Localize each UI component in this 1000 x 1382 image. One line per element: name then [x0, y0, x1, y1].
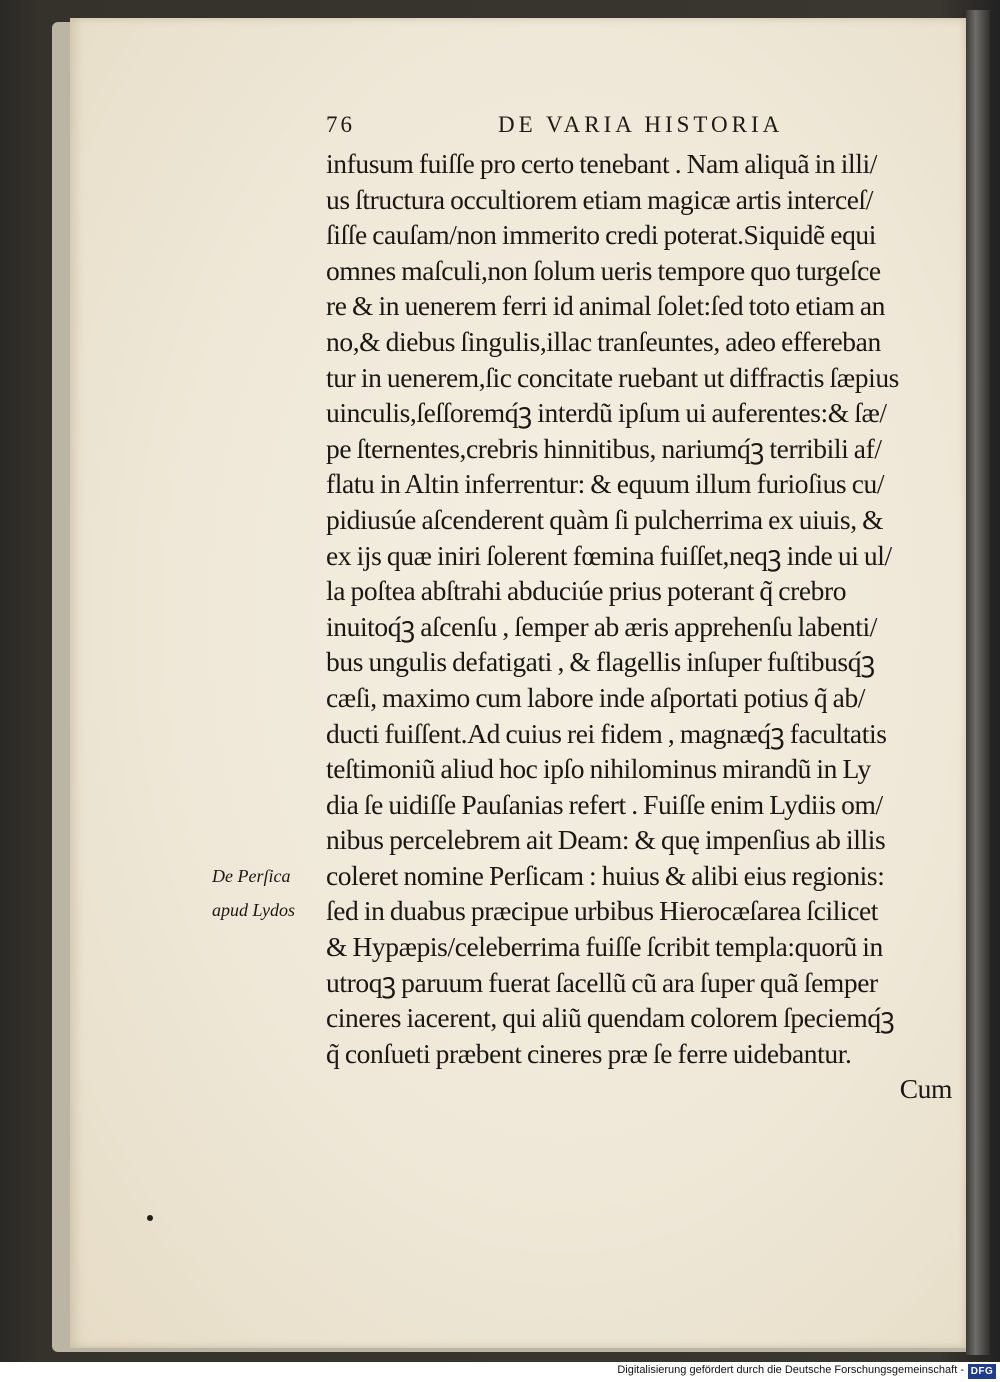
- ink-speck: [147, 1215, 153, 1221]
- text-line: & Hypæpis/celeberrima fuiſſe ſcribit templa:quorũ in: [326, 931, 883, 963]
- text-line: utroqꝫ paruum fuerat ſacellũ cũ ara ſuper quã ſemper: [326, 966, 878, 998]
- text-line: inuitoq́ꝫ aſcenſu , ſemper ab æris apprehenſu labenti/: [326, 610, 877, 642]
- text-line: q̃ conſueti præbent cineres præ ſe ferre uidebantur.: [326, 1037, 852, 1069]
- text-line: uinculis,ſeſſoremq́ꝫ interdũ ipſum ui auferentes:& ſæ/: [326, 397, 887, 429]
- text-line: ducti fuiſſent.Ad cuius rei fidem , magnæq́ꝫ facultatis: [326, 717, 887, 749]
- text-line: re & in uenerem ferri id animal ſolet:ſed toto etiam an: [326, 290, 886, 322]
- marginal-note-line: apud Lydos: [212, 900, 295, 920]
- text-line: cineres iacerent, qui aliũ quendam colorem ſpeciemq́ꝫ: [326, 1002, 895, 1034]
- dfg-logo: DFG: [968, 1364, 996, 1379]
- text-line: bus ungulis defatigati , & flagellis inſuper fuſtibusq́ꝫ: [326, 646, 875, 678]
- text-line: pe ſternentes,crebris hinnitibus, nariumq́ꝫ terribili af/: [326, 432, 882, 464]
- text-line: tur in uenerem,ſic concitate ruebant ut diffractis ſæpius: [326, 361, 899, 393]
- text-line: omnes maſculi,non ſolum ueris tempore quo turgeſce: [326, 254, 881, 286]
- text-line: ſed in duabus præcipue urbibus Hierocæſarea ſcilicet: [326, 895, 879, 927]
- book-edge: [966, 10, 990, 1355]
- text-line: infusum fuiſſe pro certo tenebant . Nam aliquã in illi/: [326, 148, 877, 179]
- text-line: no,& diebus ſingulis,illac tranſeuntes, adeo effereban: [326, 325, 881, 357]
- body-text: [326, 146, 956, 1107]
- text-line: ſiſſe cauſam/non immerito credi poterat.Siquidẽ equi: [326, 219, 877, 251]
- digitization-footer: [0, 1362, 1000, 1382]
- running-head: [326, 112, 836, 140]
- text-line: dia ſe uidiſſe Pauſanias refert . Fuiſſe enim Lydiis om/: [326, 788, 883, 820]
- text-line: nibus percelebrem ait Deam: & quę impenſius ab illis: [326, 824, 886, 856]
- show-through-text: [340, 1092, 580, 1110]
- text-line: la poſtea abſtrahi abduciúe prius poterant q̃ crebro: [326, 575, 847, 607]
- text-line: coleret nomine Perſicam : huius & alibi eius regionis:: [326, 859, 885, 891]
- text-line: us ſtructura occultiorem etiam magicæ artis interceſ/: [326, 183, 874, 215]
- text-line: teſtimoniũ aliud hoc ipſo nihilominus mirandũ in Ly: [326, 753, 871, 785]
- text-line: cæſi, maximo cum labore inde aſportati potius q̃ ab/: [326, 681, 866, 713]
- page-number: 76: [326, 112, 355, 137]
- text-line: flatu in Altin inferrentur: & equum illum furioſius cu/: [326, 468, 885, 500]
- text-line: pidiusúe aſcenderent quàm ſi pulcherrima ex uiuis, &: [326, 503, 884, 535]
- footer-credit: Digitalisierung gefördert durch die Deutsche Forschungsgemeinschaft -: [617, 1364, 964, 1376]
- running-title: DE VARIA HISTORIA: [498, 112, 784, 137]
- marginal-note-line: De Perſica: [212, 866, 291, 886]
- catchword: Cum: [899, 1073, 952, 1105]
- text-line: ex ijs quæ iniri ſolerent fœmina fuiſſet,neqꝫ inde ui ul/: [326, 539, 892, 571]
